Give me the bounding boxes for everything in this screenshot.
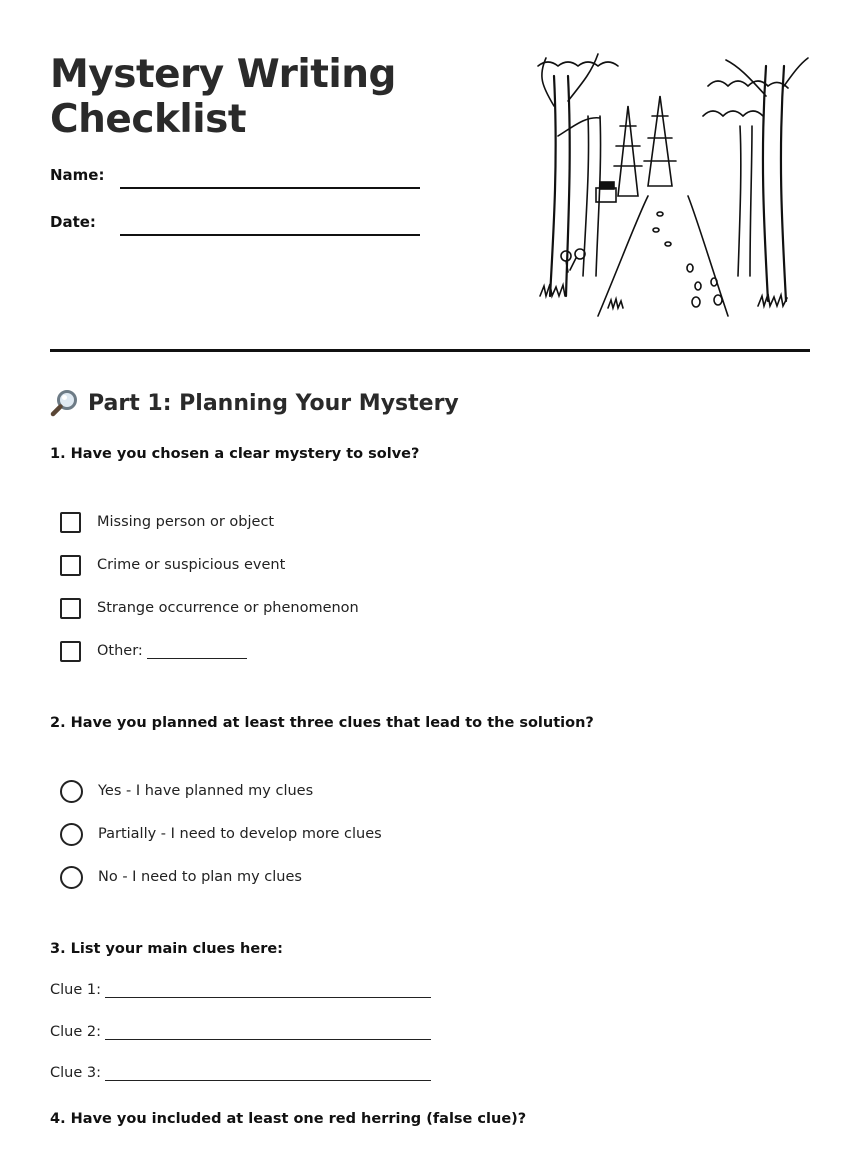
name-label: Name:	[50, 166, 105, 184]
question-1: 1. Have you chosen a clear mystery to solve?	[50, 446, 420, 462]
clue-2-row	[50, 1024, 431, 1040]
radio-button[interactable]	[60, 866, 83, 889]
clue-1-row	[50, 982, 431, 998]
option-other	[60, 639, 247, 663]
checkbox[interactable]	[60, 641, 81, 662]
date-input-line[interactable]	[120, 234, 420, 236]
option-label: No - I need to plan my clues	[98, 869, 302, 885]
option-label: Missing person or object	[97, 514, 275, 530]
checkbox[interactable]	[60, 512, 81, 533]
question-3: 3. List your main clues here:	[50, 941, 283, 957]
part1-heading	[50, 388, 459, 418]
question-4: 4. Have you included at least one red herring (false clue)?	[50, 1111, 527, 1127]
name-input-line[interactable]	[120, 187, 420, 189]
radio-button[interactable]	[60, 823, 83, 846]
part1-title: Part 1: Planning Your Mystery	[88, 390, 459, 416]
option-label: Partially - I need to develop more clues	[98, 826, 382, 842]
option-strange-occurrence	[60, 596, 359, 620]
section-divider	[50, 349, 810, 352]
clue-3-line[interactable]	[105, 1066, 431, 1081]
option-missing-person	[60, 510, 274, 534]
clue-label: Clue 1:	[50, 982, 101, 998]
clue-2-line[interactable]	[105, 1025, 431, 1040]
clue-1-line[interactable]	[105, 983, 431, 998]
option-label: Yes - I have planned my clues	[98, 783, 314, 799]
option-label: Strange occurrence or phenomenon	[97, 600, 359, 616]
clue-3-row	[50, 1065, 431, 1081]
question-2: 2. Have you planned at least three clues that lead to the solution?	[50, 715, 594, 731]
magnifying-glass-icon	[50, 388, 80, 418]
option-label: Crime or suspicious event	[97, 557, 286, 573]
clue-label: Clue 3:	[50, 1065, 101, 1081]
option-label: Other:	[97, 643, 143, 659]
option-crime	[60, 553, 285, 577]
checkbox[interactable]	[60, 598, 81, 619]
clue-label: Clue 2:	[50, 1024, 101, 1040]
option-yes-planned	[60, 779, 313, 803]
option-no	[60, 865, 302, 889]
date-label: Date:	[50, 213, 96, 231]
title-line-2: Checklist	[50, 97, 246, 142]
forest-path-footprints-illustration	[528, 46, 812, 320]
option-partially	[60, 822, 382, 846]
checkbox[interactable]	[60, 555, 81, 576]
other-blank-line[interactable]	[147, 644, 247, 659]
page-title	[50, 52, 470, 142]
radio-button[interactable]	[60, 780, 83, 803]
title-line-1: Mystery Writing	[50, 52, 396, 97]
